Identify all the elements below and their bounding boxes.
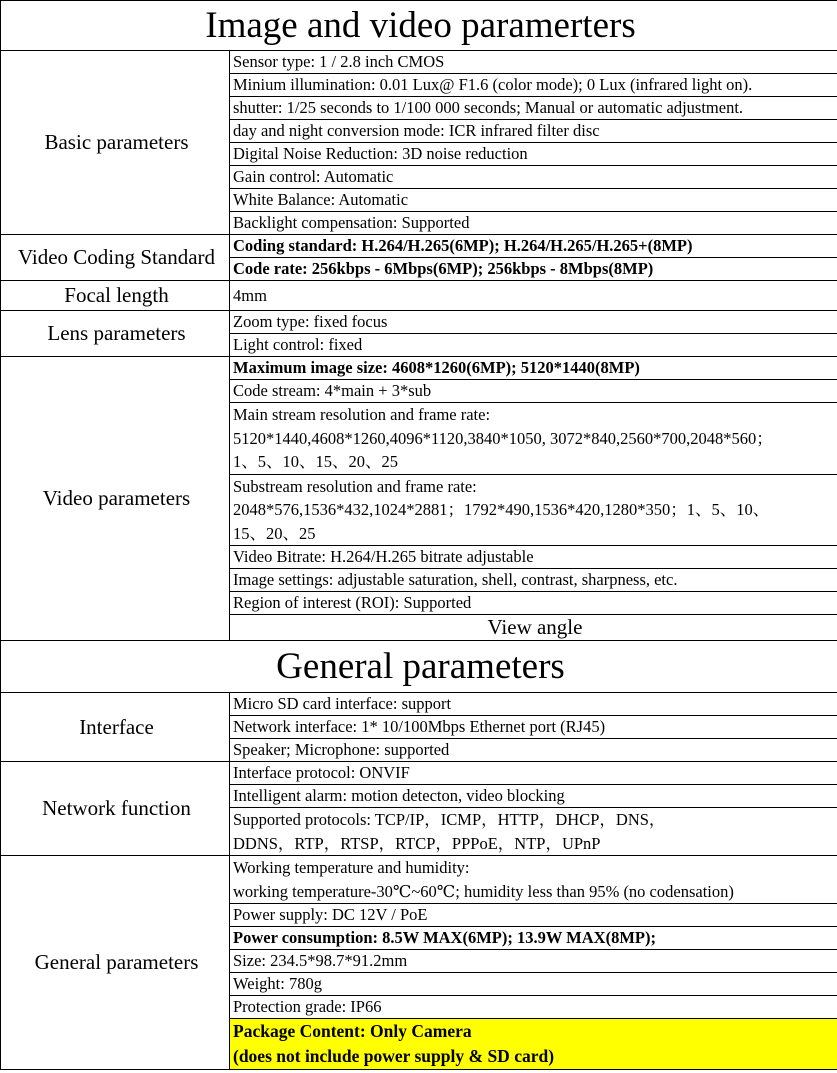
package-line-2: (does not include power supply & SD card) — [233, 1046, 555, 1066]
spec-min-illumination: Minium illumination: 0.01 Lux@ F1.6 (color mode); 0 Lux (infrared light on). — [230, 74, 837, 97]
sub-stream-line-2: 2048*576,1536*432,1024*2881；1792*490,1536*420,1280*350；1、5、10、 — [233, 500, 770, 519]
package-line-1: Package Content: Only Camera — [233, 1021, 472, 1041]
category-general-parameters: General parameters — [1, 856, 230, 1070]
category-video-coding: Video Coding Standard — [1, 235, 230, 281]
spec-video-bitrate: Video Bitrate: H.264/H.265 bitrate adjustable — [230, 546, 837, 569]
spec-shutter: shutter: 1/25 seconds to 1/100 000 seconds; Manual or automatic adjustment. — [230, 97, 837, 120]
protocols-line-1: Supported protocols: TCP/IP，ICMP，HTTP，DHCP，DNS， — [233, 810, 666, 829]
main-stream-line-1: Main stream resolution and frame rate: — [233, 405, 491, 424]
category-basic-parameters: Basic parameters — [1, 51, 230, 235]
sub-stream-line-1: Substream resolution and frame rate: — [233, 476, 477, 496]
spec-coding-standard: Coding standard: H.264/H.265(6MP); H.264/H.265/H.265+(8MP) — [230, 235, 837, 258]
spec-roi: Region of interest (ROI): Supported — [230, 592, 837, 615]
category-lens-parameters: Lens parameters — [1, 311, 230, 357]
spec-zoom-type: Zoom type: fixed focus — [230, 311, 837, 334]
spec-power-consumption: Power consumption: 8.5W MAX(6MP); 13.9W MAX(8MP); — [230, 927, 837, 950]
spec-code-stream: Code stream: 4*main + 3*sub — [230, 380, 837, 403]
spec-supported-protocols — [230, 808, 837, 856]
spec-intelligent-alarm: Intelligent alarm: motion detecton, video blocking — [230, 785, 837, 808]
category-focal-length: Focal length — [1, 281, 230, 311]
spec-backlight: Backlight compensation: Supported — [230, 212, 837, 235]
temperature-line-1: Working temperature and humidity: — [233, 858, 470, 877]
spec-package-content — [230, 1019, 837, 1070]
main-stream-line-3: 1、5、10、15、20、25 — [233, 452, 398, 471]
spec-gain-control: Gain control: Automatic — [230, 166, 837, 189]
sub-stream-line-3: 15、20、25 — [233, 523, 316, 543]
temperature-line-2: working temperature-30℃~60℃; humidity less than 95% (no codensation) — [233, 881, 734, 901]
spec-temperature-humidity — [230, 856, 837, 904]
spec-day-night: day and night conversion mode: ICR infrared filter disc — [230, 120, 837, 143]
spec-size: Size: 234.5*98.7*91.2mm — [230, 950, 837, 973]
section-title-image-video: Image and video paramerters — [1, 1, 837, 51]
spec-network-interface: Network interface: 1* 10/100Mbps Ethernet port (RJ45) — [230, 716, 837, 739]
spec-image-settings: Image settings: adjustable saturation, shell, contrast, sharpness, etc. — [230, 569, 837, 592]
spec-focal-length: 4mm — [230, 281, 837, 311]
category-video-parameters: Video parameters — [1, 357, 230, 641]
spec-sd-card: Micro SD card interface: support — [230, 693, 837, 716]
spec-protection-grade: Protection grade: IP66 — [230, 996, 837, 1019]
spec-weight: Weight: 780g — [230, 973, 837, 996]
spec-white-balance: White Balance: Automatic — [230, 189, 837, 212]
spec-code-rate: Code rate: 256kbps - 6Mbps(6MP); 256kbps - 8Mbps(8MP) — [230, 258, 837, 281]
spec-max-image-size: Maximum image size: 4608*1260(6MP); 5120*1440(8MP) — [230, 357, 837, 380]
spec-speaker-mic: Speaker; Microphone: supported — [230, 739, 837, 762]
spec-sub-stream — [230, 474, 837, 546]
category-network-function: Network function — [1, 762, 230, 856]
main-stream-line-2: 5120*1440,4608*1260,4096*1120,3840*1050, 3072*840,2560*700,2048*560； — [233, 428, 773, 448]
spec-sensor-type: Sensor type: 1 / 2.8 inch CMOS — [230, 51, 837, 74]
spec-noise-reduction: Digital Noise Reduction: 3D noise reduction — [230, 143, 837, 166]
category-interface: Interface — [1, 693, 230, 762]
spec-main-stream — [230, 403, 837, 475]
spec-interface-protocol: Interface protocol: ONVIF — [230, 762, 837, 785]
section-title-general: General parameters — [1, 641, 837, 693]
category-view-angle: View angle — [230, 615, 837, 641]
spec-light-control: Light control: fixed — [230, 334, 837, 357]
spec-power-supply: Power supply: DC 12V / PoE — [230, 904, 837, 927]
protocols-line-2: DDNS，RTP，RTSP，RTCP，PPPoE，NTP，UPnP — [233, 833, 601, 853]
